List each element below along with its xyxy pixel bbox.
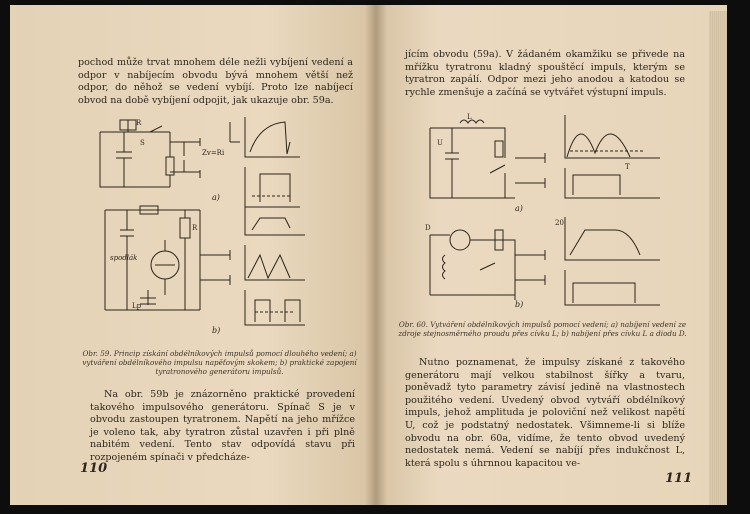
open-book	[10, 5, 745, 510]
figure-60b	[405, 215, 705, 315]
right-page-number: 111	[665, 471, 693, 486]
figure-59b	[80, 200, 360, 340]
label-switch: spodlák	[110, 254, 138, 262]
label-lp: Lp	[132, 302, 142, 310]
label-u: U	[437, 139, 443, 147]
right-paragraph-bottom: Nutno poznamenat, že impulsy získané z takového generátoru mají velkou stabilnost šířky a tvaru, poněvadž tyto parametry závisí jedině na vlastnostech použitého vedení. Uvedený obvod vytváří obdélníkový impuls, jehož amplituda je poloviční než velikost napětí U, což je podstatný nedostatek. Všimneme-li si blíže obvodu na obr. 60a, vidíme, že tento obvod uvedený nedostatek nemá. Vedení se nabíjí přes indukčnost L, která spolu s úhrnnou kapacitou ve-	[405, 357, 685, 469]
book-gutter	[365, 5, 387, 505]
left-paragraph-top: pochod může trvat mnohem déle nežli vybíjení vedení a odpor v nabíjecím obvodu bývá mnohem větší než odpor, do něhož se vedení vybíjí. Proto lze nabíjecí obvod na době vybíjení odpojit, jak ukazuje obr. 59a.	[78, 57, 353, 106]
left-paragraph-bottom: Na obr. 59b je znázorněno praktické provedení takového impulsového generátoru. Spínač S je v obvodu zastoupen tyratronem. Napětí na jeho mřížce je voleno tak, aby tyratron zůstal uzavřen i při plně nabitém vedení. Tento stav odpovídá stavu při rozpojeném spínači v předcháze-	[90, 389, 355, 463]
left-page-number: 110	[80, 461, 108, 476]
label-b-right: b)	[515, 300, 524, 309]
left-figure-caption: Obr. 59. Princip získání obdélníkových impulsů pomocí dlouhého vedení; a) vytváření obdélníkového impulsu napěťovým skokem; b) praktické zapojení tyratronového generátoru impulsů.	[82, 349, 357, 376]
label-zv: Zv=Ri	[202, 149, 225, 157]
page-edges	[709, 11, 727, 505]
label-l: L	[467, 113, 472, 121]
label-a-right: a)	[515, 204, 523, 213]
label-20: 20	[555, 219, 564, 227]
label-t: T	[625, 163, 630, 171]
label-r: R	[192, 224, 198, 232]
right-paragraph-top: jícím obvodu (59a). V žádaném okamžiku se přivede na mřížku tyratronu kladný spouštěcí impuls, kterým se tyratron zapálí. Odpor mezi jeho anodou a katodou se rychle zmenšuje a začíná se vytvářet výstupní impuls.	[405, 49, 685, 98]
right-figure-caption: Obr. 60. Vytváření obdélníkových impulsů pomocí vedení; a) nabíjení vedení ze zdroje stejnosměrného proudu přes cívku L; b) nabíjení přes cívku L a diodu D.	[398, 320, 687, 338]
figure-60a	[405, 113, 705, 213]
left-page	[10, 5, 375, 505]
label-d: D	[425, 224, 431, 232]
right-page	[375, 5, 727, 505]
label-a-left: a)	[212, 193, 220, 202]
svg-text:R: R	[136, 119, 142, 127]
label-s: S	[140, 139, 145, 147]
figure-59a	[80, 112, 360, 212]
label-b-left: b)	[212, 326, 221, 335]
